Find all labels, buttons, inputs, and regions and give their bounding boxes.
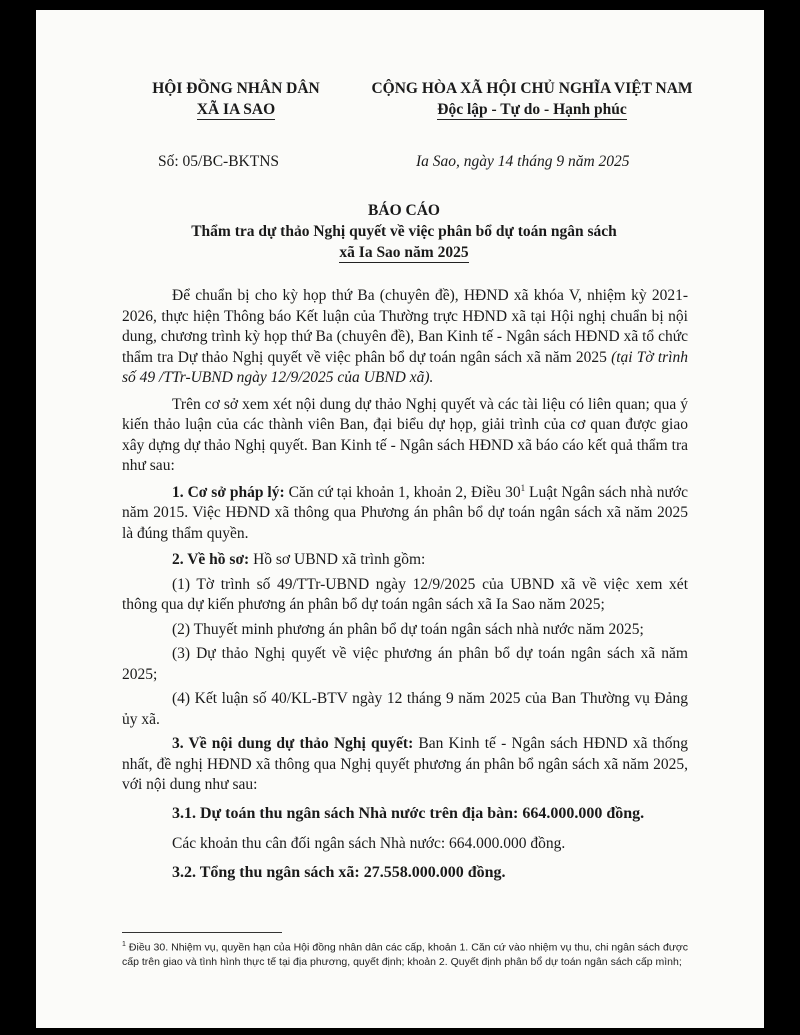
- section-legal-basis: 1. Cơ sở pháp lý: Căn cứ tại khoản 1, khoản 2, Điều $30^1$ Luật Ngân sách nhà nước năm 2015. Việc HĐND xã thông qua Phương án phân bổ dự toán ngân sách xã năm 2025 là đúng thẩm quyền.: [122, 482, 688, 542]
- section-dossier: 2. Về hồ sơ: Hồ sơ UBND xã trình gồm:: [172, 551, 426, 568]
- title-subject: Thẩm tra dự thảo Nghị quyết về việc phân bổ dự toán ngân sách: [191, 223, 617, 240]
- title-subject-2: xã Ia Sao năm 2025: [339, 244, 469, 261]
- footnote-mark: 1: [122, 941, 126, 948]
- basis-paragraph: Trên cơ sở xem xét nội dung dự thảo Nghị quyết và các tài liệu có liên quan; qua ý kiến thảo luận của các thành viên Ban, đại biểu dự họp, giải trình của cơ quan được giao xây dựng dự thảo Nghị quyết. Ban Kinh tế - Ngân sách HĐND xã báo cáo kết quả thẩm tra như sau:: [122, 395, 688, 474]
- section-1-heading: 1. Cơ sở pháp lý:: [172, 483, 285, 501]
- subsection-3-1: 3.1. Dự toán thu ngân sách Nhà nước trên địa bàn: 664.000.000 đồng.: [172, 804, 645, 822]
- subsection-3-2: 3.2. Tổng thu ngân sách xã: 27.558.000.000 đồng.: [172, 863, 506, 881]
- section-content: 3. Về nội dung dự thảo Nghị quyết: Ban Kinh tế - Ngân sách HĐND xã thống nhất, đề nghị HĐND xã thông qua Nghị quyết phương án phân bổ ngân sách xã năm 2025, với nội dung như sau:: [122, 735, 688, 793]
- footnote-divider: [122, 932, 282, 933]
- motto: Độc lập - Tự do - Hạnh phúc: [437, 101, 627, 118]
- document-number: Số: 05/BC-BKTNS: [158, 153, 280, 170]
- org-name: HỘI ĐỒNG NHÂN DÂN: [152, 80, 320, 97]
- dossier-item: (3) Dự thảo Nghị quyết về việc phương án phân bổ dự toán ngân sách xã năm 2025;: [122, 645, 688, 683]
- dossier-item: (2) Thuyết minh phương án phân bổ dự toán ngân sách nhà nước năm 2025;: [172, 620, 644, 638]
- footnote: [122, 938, 688, 969]
- section-3-heading: 3. Về nội dung dự thảo Nghị quyết:: [172, 735, 414, 752]
- issuing-organization: [136, 78, 336, 120]
- intro-reference: (tại Tờ trình số 49 /TTr-UBND ngày 12/9/2025 của UBND xã).: [122, 348, 688, 386]
- dossier-item: (4) Kết luận số 40/KL-BTV ngày 12 tháng 9 năm 2025 của Ban Thường vụ Đảng ủy xã.: [122, 690, 688, 728]
- document-page: [36, 10, 764, 1028]
- intro-paragraph: Để chuẩn bị cho kỳ họp thứ Ba (chuyên đề), HĐND xã khóa V, nhiệm kỳ 2021-2026, thực hiện Thông báo Kết luận của Thường trực HĐND xã tại Hội nghị chuẩn bị nội dung, chương trình kỳ họp thứ Ba (chuyên đề), Ban Kinh tế - Ngân sách HĐND xã tổ chức thẩm tra Dự thảo Nghị quyết về việc phân bổ dự toán ngân sách xã năm 2025 (tại Tờ trình số 49 /TTr-UBND ngày 12/9/2025 của UBND xã).: [122, 287, 688, 386]
- dossier-item: (1) Tờ trình số 49/TTr-UBND ngày 12/9/2025 của UBND xã về việc xem xét thông qua dự kiến phương án phân bổ dự toán ngân sách xã Ia Sao năm 2025;: [122, 575, 688, 613]
- org-commune: XÃ IA SAO: [196, 101, 276, 118]
- footnote-ref: 1: [520, 482, 526, 493]
- nation-name: CỘNG HÒA XÃ HỘI CHỦ NGHĨA VIỆT NAM: [371, 80, 693, 97]
- national-motto: [356, 78, 708, 120]
- title-type: BÁO CÁO: [368, 202, 440, 219]
- subsection-3-1-detail: Các khoản thu cân đối ngân sách Nhà nước: 664.000.000 đồng.: [172, 835, 566, 852]
- document-title: [136, 200, 672, 263]
- place-date: Ia Sao, ngày 14 tháng 9 năm 2025: [416, 153, 630, 170]
- document-body: [122, 286, 688, 893]
- section-2-heading: 2. Về hồ sơ:: [172, 551, 250, 568]
- footnote-text: Điều 30. Nhiệm vụ, quyền hạn của Hội đồng nhân dân các cấp, khoản 1. Căn cứ vào nhiệm vụ thu, chi ngân sách được cấp trên giao và tình hình thực tế tại địa phương, quyết định; khoản 2. Quyết định phân bổ dự toán ngân sách cấp mình;: [122, 941, 688, 968]
